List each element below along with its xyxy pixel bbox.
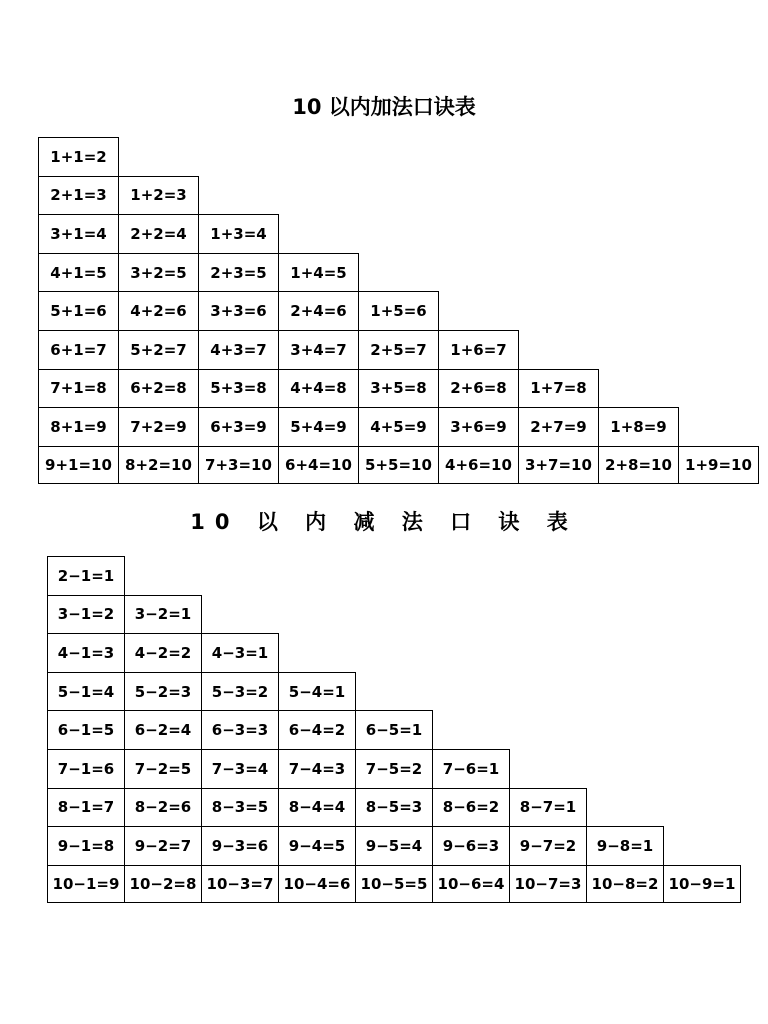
subtraction-equation-cell: 9−8=1	[586, 826, 664, 865]
addition-equation-cell: 1+2=3	[118, 176, 199, 215]
subtraction-equation-cell: 8−5=3	[355, 788, 433, 827]
subtraction-equation-cell: 7−4=3	[278, 749, 356, 788]
subtraction-equation-cell: 8−3=5	[201, 788, 279, 827]
subtraction-equation-cell: 5−4=1	[278, 672, 356, 711]
addition-row	[38, 137, 758, 176]
subtraction-equation-cell: 3−1=2	[47, 595, 125, 634]
addition-table	[38, 137, 758, 484]
addition-equation-cell: 4+2=6	[118, 291, 199, 330]
addition-row	[38, 407, 758, 446]
subtraction-equation-cell: 7−5=2	[355, 749, 433, 788]
addition-equation-cell: 1+7=8	[518, 369, 599, 408]
subtraction-equation-cell: 8−2=6	[124, 788, 202, 827]
addition-equation-cell: 8+1=9	[38, 407, 119, 446]
addition-equation-cell: 7+3=10	[198, 446, 279, 485]
addition-equation-cell: 4+5=9	[358, 407, 439, 446]
addition-equation-cell: 4+3=7	[198, 330, 279, 369]
addition-equation-cell: 4+1=5	[38, 253, 119, 292]
subtraction-equation-cell: 7−1=6	[47, 749, 125, 788]
addition-equation-cell: 9+1=10	[38, 446, 119, 485]
addition-equation-cell: 1+9=10	[678, 446, 759, 485]
addition-equation-cell: 2+4=6	[278, 291, 359, 330]
addition-equation-cell: 1+3=4	[198, 214, 279, 253]
subtraction-row	[47, 749, 740, 788]
addition-equation-cell: 2+8=10	[598, 446, 679, 485]
addition-row	[38, 369, 758, 408]
subtraction-row	[47, 633, 740, 672]
subtraction-row	[47, 710, 740, 749]
subtraction-equation-cell: 9−5=4	[355, 826, 433, 865]
subtraction-equation-cell: 7−3=4	[201, 749, 279, 788]
subtraction-row	[47, 556, 740, 595]
addition-equation-cell: 6+3=9	[198, 407, 279, 446]
addition-row	[38, 446, 758, 485]
addition-equation-cell: 2+2=4	[118, 214, 199, 253]
addition-equation-cell: 4+6=10	[438, 446, 519, 485]
subtraction-row	[47, 595, 740, 634]
subtraction-equation-cell: 6−5=1	[355, 710, 433, 749]
addition-equation-cell: 7+1=8	[38, 369, 119, 408]
subtraction-table	[47, 556, 740, 903]
subtraction-equation-cell: 8−1=7	[47, 788, 125, 827]
addition-equation-cell: 2+1=3	[38, 176, 119, 215]
subtraction-equation-cell: 6−3=3	[201, 710, 279, 749]
subtraction-equation-cell: 9−6=3	[432, 826, 510, 865]
subtraction-equation-cell: 8−7=1	[509, 788, 587, 827]
addition-equation-cell: 4+4=8	[278, 369, 359, 408]
addition-row	[38, 214, 758, 253]
addition-table-title: 10 以内加法口诀表	[292, 95, 476, 119]
subtraction-equation-cell: 10−8=2	[586, 865, 664, 904]
subtraction-equation-cell: 10−1=9	[47, 865, 125, 904]
addition-equation-cell: 3+5=8	[358, 369, 439, 408]
subtraction-equation-cell: 6−2=4	[124, 710, 202, 749]
addition-equation-cell: 7+2=9	[118, 407, 199, 446]
addition-equation-cell: 2+3=5	[198, 253, 279, 292]
addition-equation-cell: 1+6=7	[438, 330, 519, 369]
addition-equation-cell: 5+4=9	[278, 407, 359, 446]
subtraction-equation-cell: 6−1=5	[47, 710, 125, 749]
subtraction-equation-cell: 10−4=6	[278, 865, 356, 904]
addition-equation-cell: 6+2=8	[118, 369, 199, 408]
subtraction-equation-cell: 3−2=1	[124, 595, 202, 634]
subtraction-equation-cell: 6−4=2	[278, 710, 356, 749]
subtraction-equation-cell: 7−2=5	[124, 749, 202, 788]
subtraction-equation-cell: 9−4=5	[278, 826, 356, 865]
subtraction-equation-cell: 4−3=1	[201, 633, 279, 672]
subtraction-equation-cell: 2−1=1	[47, 556, 125, 595]
addition-equation-cell: 3+3=6	[198, 291, 279, 330]
subtraction-table-title: 10 以 内 减 法 口 诀 表	[190, 510, 578, 534]
subtraction-equation-cell: 10−5=5	[355, 865, 433, 904]
addition-equation-cell: 3+4=7	[278, 330, 359, 369]
addition-equation-cell: 5+5=10	[358, 446, 439, 485]
subtraction-equation-cell: 9−3=6	[201, 826, 279, 865]
subtraction-equation-cell: 10−6=4	[432, 865, 510, 904]
subtraction-equation-cell: 4−1=3	[47, 633, 125, 672]
addition-equation-cell: 2+6=8	[438, 369, 519, 408]
addition-row	[38, 253, 758, 292]
subtraction-row	[47, 865, 740, 904]
subtraction-equation-cell: 10−7=3	[509, 865, 587, 904]
subtraction-equation-cell: 10−3=7	[201, 865, 279, 904]
addition-row	[38, 176, 758, 215]
addition-equation-cell: 6+4=10	[278, 446, 359, 485]
addition-row	[38, 330, 758, 369]
subtraction-row	[47, 826, 740, 865]
addition-equation-cell: 3+1=4	[38, 214, 119, 253]
addition-equation-cell: 2+5=7	[358, 330, 439, 369]
addition-equation-cell: 8+2=10	[118, 446, 199, 485]
subtraction-equation-cell: 10−9=1	[663, 865, 741, 904]
addition-equation-cell: 1+5=6	[358, 291, 439, 330]
addition-equation-cell: 1+4=5	[278, 253, 359, 292]
addition-equation-cell: 1+1=2	[38, 137, 119, 176]
addition-row	[38, 291, 758, 330]
subtraction-equation-cell: 8−6=2	[432, 788, 510, 827]
subtraction-equation-cell: 5−1=4	[47, 672, 125, 711]
subtraction-row	[47, 788, 740, 827]
subtraction-equation-cell: 7−6=1	[432, 749, 510, 788]
addition-equation-cell: 1+8=9	[598, 407, 679, 446]
addition-equation-cell: 6+1=7	[38, 330, 119, 369]
subtraction-equation-cell: 9−1=8	[47, 826, 125, 865]
addition-equation-cell: 5+3=8	[198, 369, 279, 408]
addition-equation-cell: 3+7=10	[518, 446, 599, 485]
subtraction-equation-cell: 4−2=2	[124, 633, 202, 672]
subtraction-equation-cell: 8−4=4	[278, 788, 356, 827]
subtraction-equation-cell: 5−2=3	[124, 672, 202, 711]
addition-equation-cell: 3+6=9	[438, 407, 519, 446]
subtraction-equation-cell: 5−3=2	[201, 672, 279, 711]
addition-equation-cell: 2+7=9	[518, 407, 599, 446]
addition-equation-cell: 3+2=5	[118, 253, 199, 292]
addition-equation-cell: 5+2=7	[118, 330, 199, 369]
subtraction-row	[47, 672, 740, 711]
subtraction-equation-cell: 9−7=2	[509, 826, 587, 865]
addition-equation-cell: 5+1=6	[38, 291, 119, 330]
subtraction-equation-cell: 10−2=8	[124, 865, 202, 904]
subtraction-equation-cell: 9−2=7	[124, 826, 202, 865]
